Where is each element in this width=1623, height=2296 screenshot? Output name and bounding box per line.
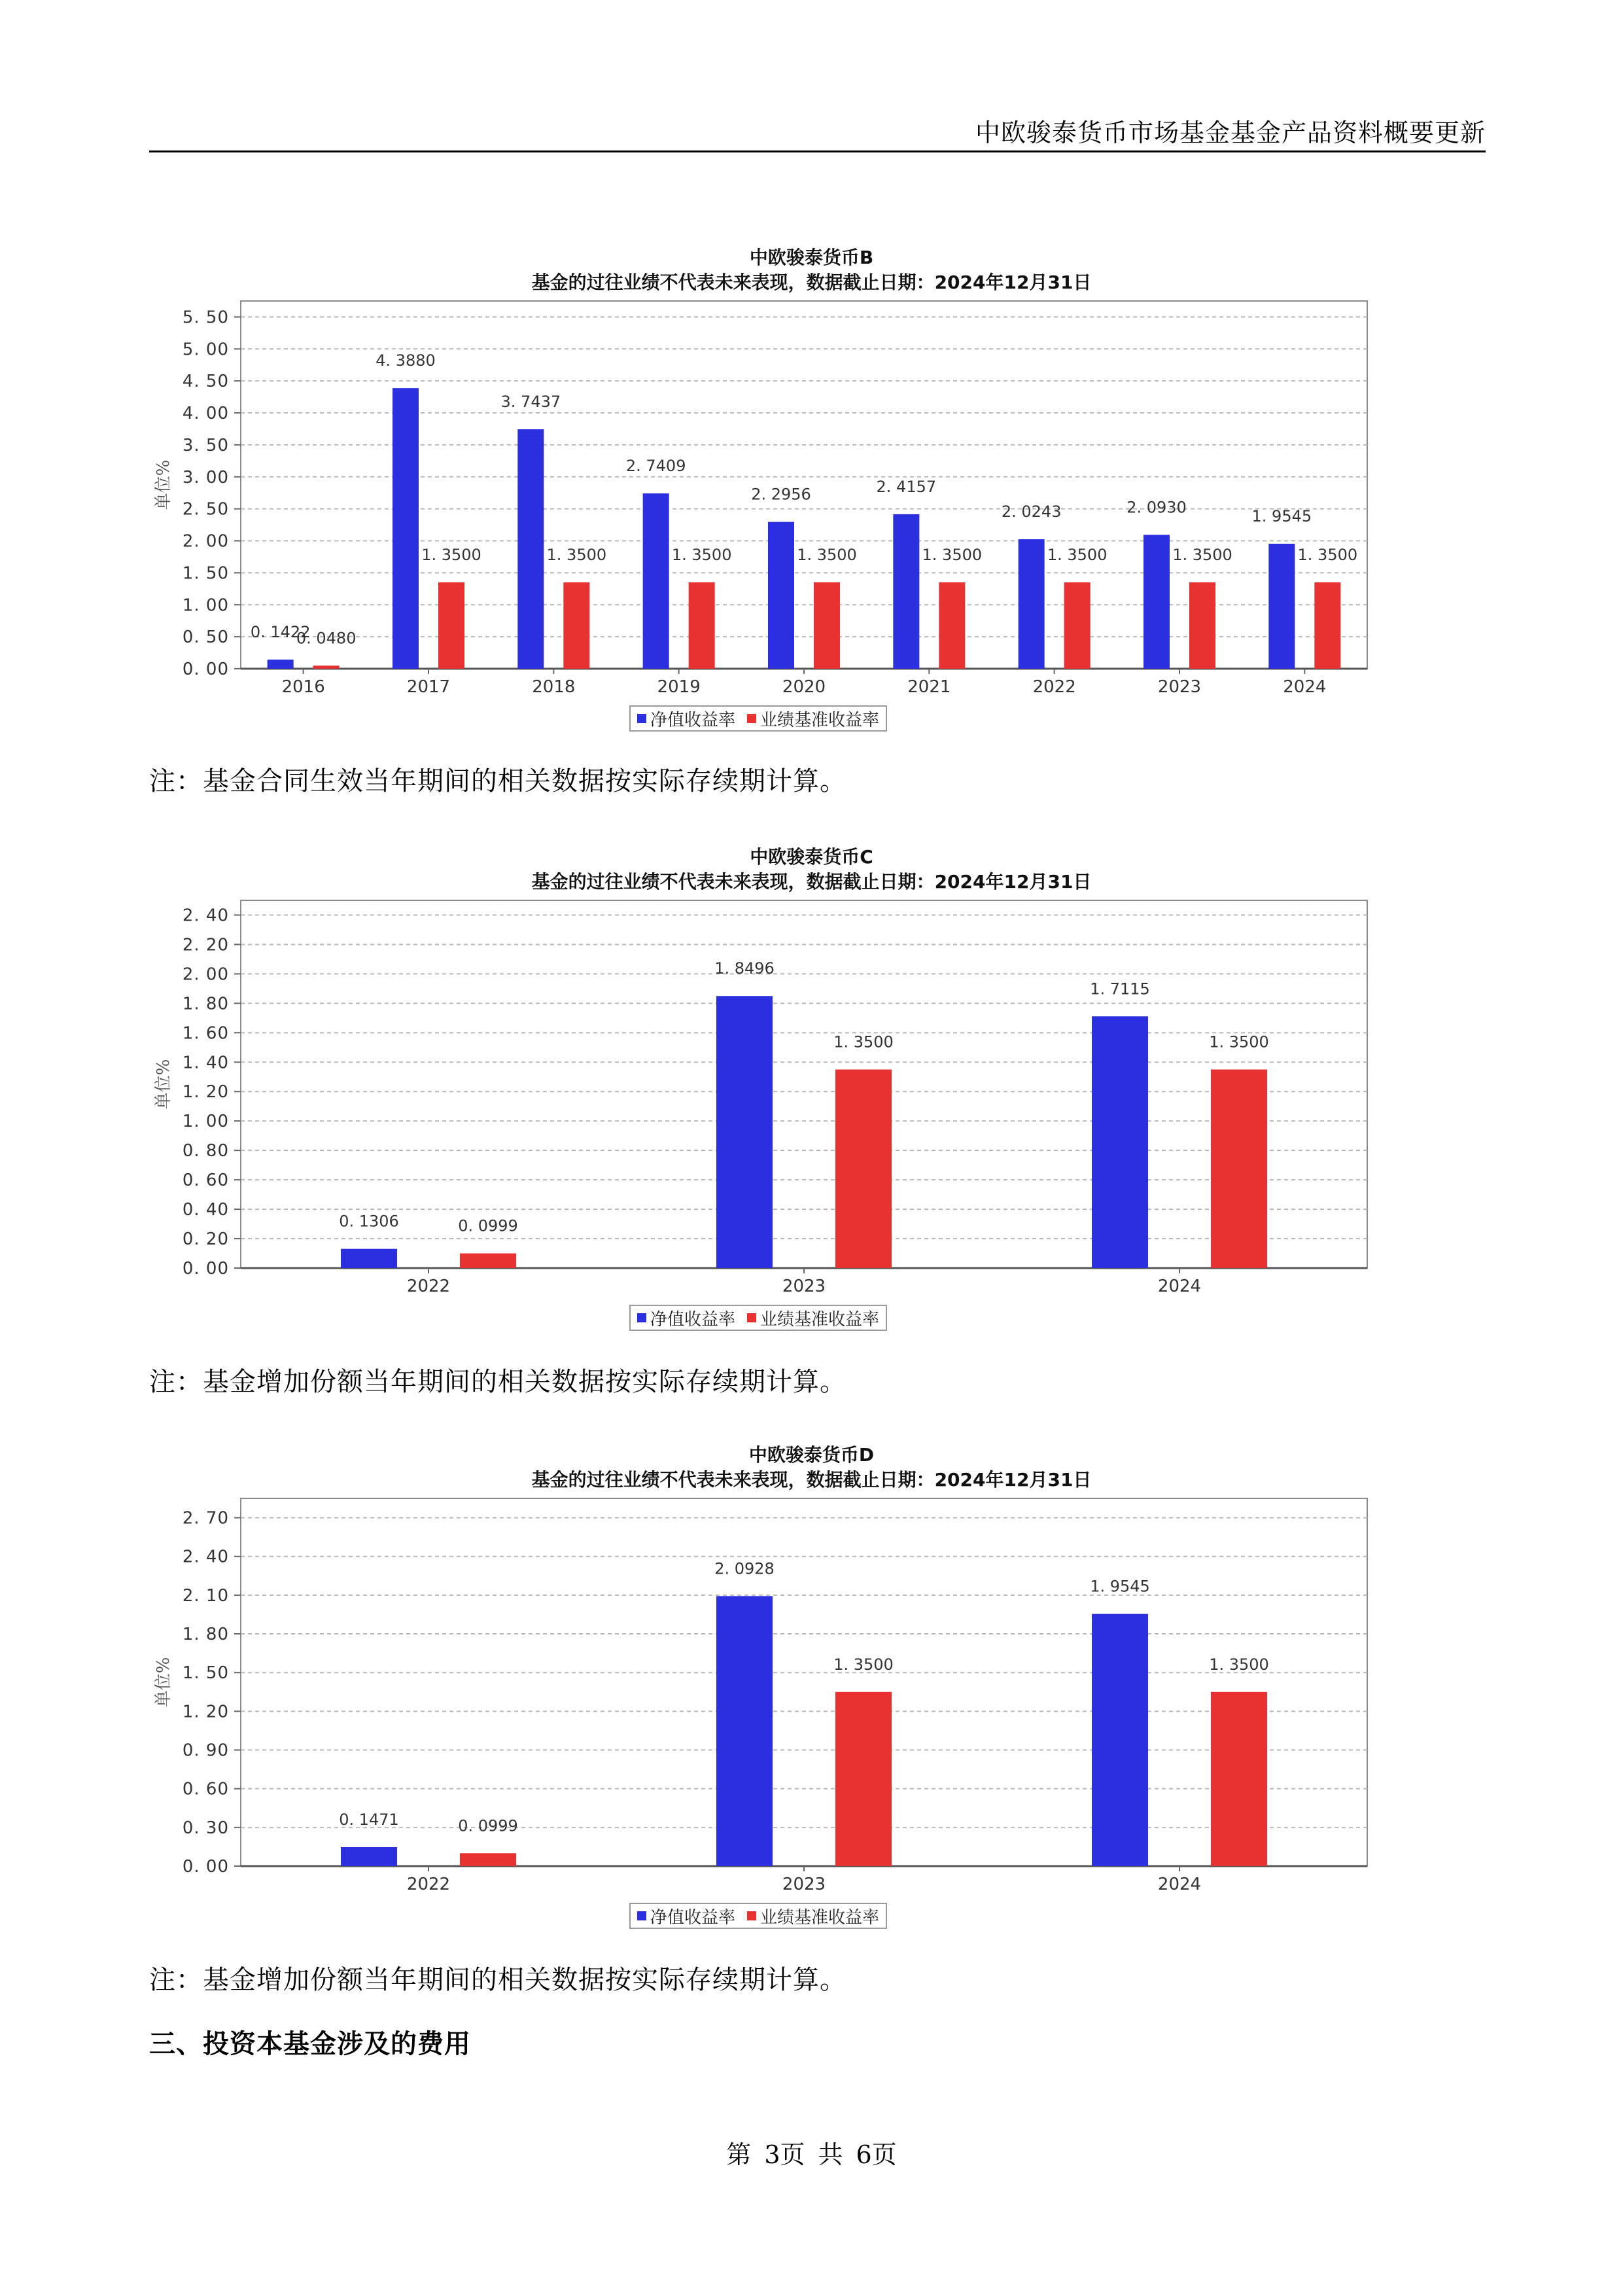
data-label: 0. 0999 (458, 1216, 518, 1235)
chart-d-subtitle: 基金的过往业绩不代表未来表现，数据截止日期：2024年12月31日 (531, 1469, 1092, 1491)
x-tick-label: 2022 (406, 1277, 451, 1296)
chart-b-title: 中欧骏泰货币B (749, 247, 874, 268)
y-tick-label: 2. 20 (182, 935, 229, 955)
y-tick-label: 1. 80 (182, 1625, 229, 1645)
bar-benchmark (460, 1853, 516, 1866)
bar-benchmark (689, 582, 715, 669)
y-tick-label: 1. 50 (182, 1663, 229, 1684)
data-label: 1. 3500 (1209, 1655, 1269, 1674)
y-tick-label: 1. 20 (182, 1082, 229, 1103)
plot-frame (241, 1498, 1367, 1866)
y-tick-label: 2. 10 (182, 1585, 229, 1606)
chart-c-subtitle: 基金的过往业绩不代表未来表现，数据截止日期：2024年12月31日 (531, 871, 1092, 892)
y-tick-label: 2. 50 (182, 499, 229, 520)
bar-nav (643, 493, 669, 669)
y-tick-label: 0. 60 (182, 1171, 229, 1191)
data-label: 0. 0999 (458, 1816, 518, 1835)
x-tick-label: 2022 (406, 1875, 451, 1894)
y-tick-label: 1. 20 (182, 1702, 229, 1722)
y-tick-label: 0. 00 (182, 660, 229, 679)
y-tick-label: 0. 40 (182, 1200, 229, 1220)
bar-benchmark (1064, 582, 1091, 669)
y-tick-label: 0. 80 (182, 1141, 229, 1161)
y-tick-label: 3. 00 (182, 467, 229, 487)
data-label: 1. 3500 (546, 546, 607, 565)
data-label: 2. 7409 (625, 457, 686, 476)
data-label: 1. 3500 (833, 1033, 894, 1051)
bar-benchmark (313, 665, 340, 669)
y-tick-label: 0. 00 (182, 1857, 229, 1877)
data-label: 0. 1471 (339, 1810, 399, 1829)
chart-svg (0, 887, 1623, 1306)
chart-d-title: 中欧骏泰货币D (748, 1444, 875, 1466)
page-current: 3页 (764, 2140, 805, 2169)
legend-label-nav: 净值收益率 (650, 1309, 736, 1330)
legend-item-benchmark (747, 707, 879, 731)
data-label: 4. 3880 (375, 351, 436, 370)
data-label: 1. 3500 (1172, 546, 1232, 565)
data-label: 1. 3500 (922, 546, 983, 565)
x-tick-label: 2022 (1032, 677, 1076, 697)
legend-swatch-benchmark (747, 1313, 756, 1322)
chart-b (0, 288, 1623, 707)
data-label: 1. 9545 (1090, 1577, 1150, 1596)
y-tick-label: 2. 40 (182, 906, 229, 926)
bar-benchmark (1189, 582, 1215, 669)
legend-label-benchmark: 业绩基准收益率 (760, 710, 880, 730)
y-tick-label: 1. 80 (182, 994, 229, 1014)
bar-nav (768, 522, 794, 669)
header-divider (149, 150, 1486, 152)
y-tick-label: 5. 00 (182, 340, 229, 360)
y-tick-label: 2. 40 (182, 1547, 229, 1567)
y-tick-label: 1. 40 (182, 1053, 229, 1073)
section-heading: 三、投资本基金涉及的费用 (149, 2028, 471, 2059)
bar-benchmark (1211, 1070, 1267, 1268)
chart-b-note: 注：基金合同生效当年期间的相关数据按实际存续期计算。 (149, 766, 846, 796)
legend-label-nav: 净值收益率 (650, 710, 736, 730)
y-tick-label: 2. 00 (182, 964, 229, 985)
bar-nav (893, 514, 919, 669)
legend-swatch-benchmark (747, 714, 756, 723)
data-label: 1. 3500 (833, 1655, 894, 1674)
x-tick-label: 2023 (1157, 677, 1202, 697)
chart-svg (0, 288, 1623, 707)
y-tick-label: 1. 00 (182, 595, 229, 616)
data-label: 2. 4157 (876, 477, 937, 496)
y-tick-label: 1. 60 (182, 1023, 229, 1044)
data-label: 2. 2956 (751, 485, 811, 504)
bar-benchmark (939, 582, 965, 669)
legend-swatch-nav (637, 714, 646, 723)
legend-label-benchmark: 业绩基准收益率 (760, 1907, 880, 1928)
x-tick-label: 2020 (782, 677, 826, 697)
x-tick-label: 2023 (782, 1875, 826, 1894)
x-tick-label: 2023 (782, 1277, 826, 1296)
bar-nav (1268, 544, 1295, 669)
x-tick-label: 2018 (532, 677, 576, 697)
data-label: 0. 0480 (296, 629, 357, 648)
bar-benchmark (814, 582, 840, 669)
chart-svg (0, 1485, 1623, 1904)
y-tick-label: 3. 50 (182, 435, 229, 455)
chart-c-title: 中欧骏泰货币C (750, 846, 873, 868)
legend-swatch-benchmark (747, 1911, 756, 1920)
y-tick-label: 0. 20 (182, 1229, 229, 1250)
data-label: 1. 3500 (1047, 546, 1108, 565)
bar-nav (716, 996, 773, 1268)
legend-item-benchmark (747, 1904, 879, 1928)
bar-nav (341, 1847, 397, 1866)
legend-swatch-nav (637, 1911, 646, 1920)
x-tick-label: 2021 (907, 677, 951, 697)
bar-nav (1092, 1016, 1148, 1268)
legend-item-nav (637, 707, 735, 731)
data-label: 3. 7437 (500, 393, 561, 412)
y-tick-label: 1. 00 (182, 1112, 229, 1132)
y-tick-label: 2. 00 (182, 531, 229, 552)
chart-b-legend (629, 705, 887, 732)
chart-d (0, 1485, 1623, 1904)
bar-benchmark (835, 1692, 892, 1866)
page-sep: 共 (818, 2140, 843, 2169)
x-tick-label: 2017 (406, 677, 451, 697)
y-axis-label: 单位% (154, 459, 173, 510)
legend-swatch-nav (637, 1313, 646, 1322)
data-label: 2. 0243 (1001, 503, 1062, 521)
chart-c-legend (629, 1305, 887, 1331)
data-label: 0. 1306 (339, 1212, 399, 1231)
bar-nav (716, 1596, 773, 1866)
y-tick-label: 0. 60 (182, 1779, 229, 1799)
y-tick-label: 0. 30 (182, 1818, 229, 1838)
plot-frame (241, 900, 1367, 1268)
page-prefix: 第 (726, 2140, 752, 2169)
chart-c-note: 注：基金增加份额当年期间的相关数据按实际存续期计算。 (149, 1367, 846, 1397)
x-tick-label: 2024 (1283, 677, 1327, 697)
y-tick-label: 0. 90 (182, 1740, 229, 1761)
x-tick-label: 2024 (1157, 1277, 1202, 1296)
y-tick-label: 4. 50 (182, 372, 229, 392)
y-tick-label: 0. 00 (182, 1259, 229, 1279)
y-tick-label: 1. 50 (182, 563, 229, 584)
legend-item-nav (637, 1306, 735, 1330)
x-tick-label: 2019 (657, 677, 701, 697)
page-footer (0, 2134, 1623, 2170)
legend-item-benchmark (747, 1306, 879, 1330)
data-label: 2. 0930 (1126, 498, 1187, 517)
chart-b-subtitle: 基金的过往业绩不代表未来表现，数据截止日期：2024年12月31日 (531, 272, 1092, 293)
bar-benchmark (460, 1254, 516, 1268)
bar-nav (517, 429, 544, 669)
bar-benchmark (438, 582, 464, 669)
bar-nav (268, 660, 294, 669)
bar-benchmark (563, 582, 589, 669)
y-tick-label: 4. 00 (182, 404, 229, 424)
bar-benchmark (1211, 1692, 1267, 1866)
y-tick-label: 0. 50 (182, 627, 229, 648)
y-axis-label: 单位% (154, 1059, 173, 1110)
data-label: 0. 1422 (250, 623, 311, 642)
data-label: 1. 3500 (1209, 1033, 1269, 1051)
chart-d-legend (629, 1903, 887, 1929)
data-label: 1. 3500 (1297, 546, 1358, 565)
legend-label-benchmark: 业绩基准收益率 (760, 1309, 880, 1330)
page-total: 6页 (856, 2140, 897, 2169)
y-tick-label: 2. 70 (182, 1508, 229, 1528)
y-axis-label: 单位% (154, 1657, 173, 1708)
bar-benchmark (835, 1070, 892, 1268)
y-tick-label: 5. 50 (182, 308, 229, 328)
page-header-title: 中欧骏泰货币市场基金基金产品资料概要更新 (975, 118, 1486, 147)
bar-nav (1143, 535, 1170, 669)
legend-item-nav (637, 1904, 735, 1928)
data-label: 1. 7115 (1090, 980, 1150, 998)
legend-label-nav: 净值收益率 (650, 1907, 736, 1928)
x-tick-label: 2016 (281, 677, 325, 697)
bar-nav (393, 388, 419, 669)
bar-nav (341, 1249, 397, 1268)
data-label: 1. 3500 (671, 546, 732, 565)
data-label: 1. 9545 (1251, 506, 1312, 525)
data-label: 1. 3500 (421, 546, 481, 565)
data-label: 2. 0928 (714, 1559, 775, 1578)
bar-nav (1019, 539, 1045, 669)
bar-benchmark (1314, 582, 1340, 669)
x-tick-label: 2024 (1157, 1875, 1202, 1894)
data-label: 1. 8496 (714, 959, 775, 978)
chart-c (0, 887, 1623, 1306)
bar-nav (1092, 1614, 1148, 1866)
chart-d-note: 注：基金增加份额当年期间的相关数据按实际存续期计算。 (149, 1965, 846, 1995)
data-label: 1. 3500 (797, 546, 857, 565)
